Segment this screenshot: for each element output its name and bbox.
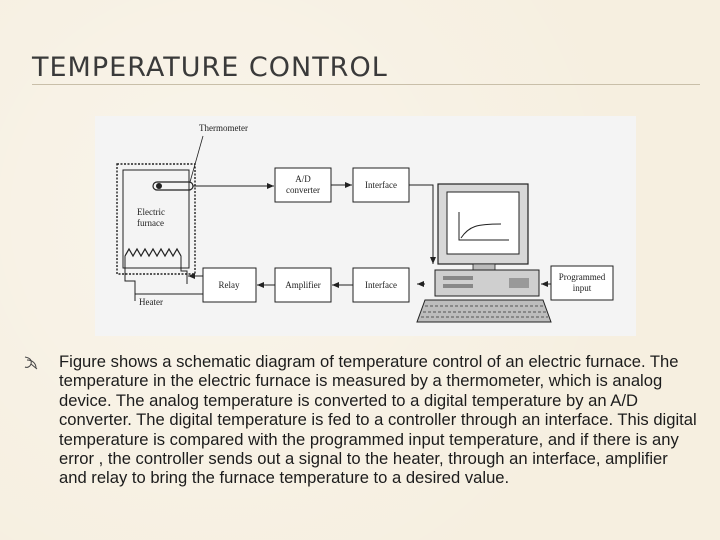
arrow-interface-to-computer	[409, 185, 433, 264]
title-underline	[32, 84, 700, 85]
ad-label-2: converter	[286, 185, 320, 195]
interface-bottom-label: Interface	[365, 280, 397, 290]
diagram-svg	[95, 116, 636, 336]
programmed-input-block	[551, 266, 613, 300]
furnace-label-2: furnace	[137, 218, 164, 228]
ad-label-1: A/D	[295, 174, 311, 184]
computer-base-unit	[435, 270, 539, 296]
heater-coil	[125, 249, 181, 256]
programmed-label-1: Programmed	[558, 272, 606, 282]
heater-wire-left	[125, 256, 135, 301]
heater-wire-right	[181, 256, 187, 284]
relay-block	[203, 268, 256, 302]
ad-converter-block	[275, 168, 331, 202]
programmed-label-2: input	[572, 283, 592, 293]
bullet-ornament-icon	[22, 354, 40, 372]
interface-bottom-block	[353, 268, 409, 302]
computer-monitor	[438, 184, 528, 270]
thermometer-label: Thermometer	[199, 123, 248, 133]
interface-top-block	[353, 168, 409, 202]
furnace-label-1: Electric	[137, 207, 165, 217]
description-paragraph: Figure shows a schematic diagram of temperature control of an electric furnace. The temperature in the electric furnace is measured by a thermometer, which is analog device. The analog temperature is converted to a digital temperature by an A/D converter. The digital temperature is fed to a controller through an interface. This digital temperature is compared with the programmed input temperature, and if there is any error , the controller sends out a signal to the heater, through an interface, amplifier and relay to bring the furnace temperature to a desired value.	[59, 352, 697, 488]
temperature-control-diagram	[95, 116, 636, 336]
thermometer-pointer	[190, 136, 203, 182]
interface-top-label: Interface	[365, 180, 397, 190]
keyboard	[417, 300, 551, 322]
heater-label: Heater	[139, 297, 163, 307]
relay-label: Relay	[218, 280, 240, 290]
amplifier-block	[275, 268, 331, 302]
amplifier-label: Amplifier	[285, 280, 321, 290]
electric-furnace	[117, 164, 195, 274]
page-title: TEMPERATURE CONTROL	[32, 52, 388, 83]
